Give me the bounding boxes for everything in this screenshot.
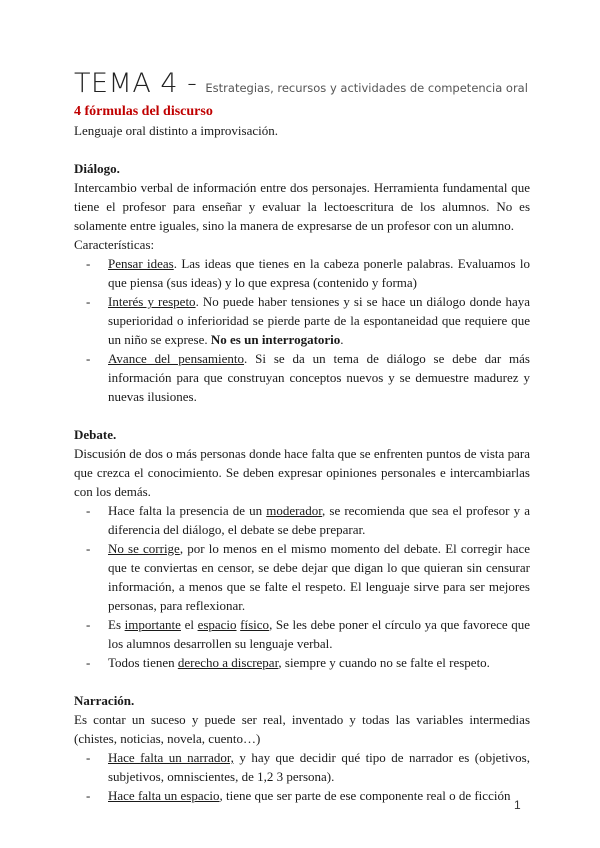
list-item <box>108 748 530 786</box>
item-pre: Todos tienen <box>108 655 178 670</box>
item-term: Hace falta un espacio <box>108 788 220 803</box>
narracion-list <box>74 748 530 805</box>
narracion-paragraph: Es contar un suceso y puede ser real, inventado y todas las variables intermedias (chistes, noticias, novela, cuento…) <box>74 712 530 746</box>
list-item <box>108 615 530 653</box>
item-text: y hay que decidir qué tipo de narrador es (objetivos, subjetivos, omniscientes, de 1,2 3 persona). <box>108 750 530 784</box>
item-term: Hace falta un narrador, <box>108 750 234 765</box>
item-text: , por lo menos en el mismo momento del debate. El corregir hace que te conviertas en censor, se debe dejar que digan lo que quieran sin censurar información, a menos que se falte el respeto. El lenguaje sirve para ser mejores personas, para reflexionar. <box>108 541 531 613</box>
item-mid: el <box>180 617 198 632</box>
page-number: 1 <box>514 798 521 812</box>
debate-paragraph: Discusión de dos o más personas donde hace falta que se enfrenten puntos de vista para que crezca el conocimiento. Se deben expresar opiniones personales e intercambiarlas con los demás. <box>74 446 530 499</box>
item-pre: Hace falta la presencia de un <box>108 503 267 518</box>
list-item <box>108 539 530 615</box>
item-text: . Las ideas que tienes en la cabeza ponerle palabras. Evaluamos lo que piensa (sus ideas) y lo que expresa (contenido y forma) <box>108 256 530 290</box>
dialogo-heading: Diálogo. <box>74 161 120 176</box>
list-item <box>108 254 530 292</box>
item-term: Avance del pensamiento <box>108 351 245 366</box>
item-term: físico <box>240 617 270 632</box>
item-term: No se corrige <box>108 541 180 556</box>
list-item <box>108 653 530 672</box>
topic-subtitle: Estrategias, recursos y actividades de competencia oral <box>205 81 528 95</box>
list-item <box>108 292 530 349</box>
intro-text: Lenguaje oral distinto a improvisación. <box>74 123 278 138</box>
item-text: . No puede haber tensiones y si se hace un diálogo donde haya superioridad o inferioridad se pierde parte de la espontaneidad que requiere que un niño se exprese. <box>108 294 530 347</box>
caracteristicas-label: Características: <box>74 237 155 252</box>
item-term: derecho a discrepar <box>177 655 279 670</box>
item-text: , se recomienda que sea el profesor y a diferencia del diálogo, el debate se debe preparar. <box>108 503 530 537</box>
dialogo-paragraph: Intercambio verbal de información entre dos personajes. Herramienta fundamental que tiene el profesor para enseñar y evaluar la lectoescritura de los alumnos. No es solamente entre iguales, sino la manera de expresarse de un profesor con un alumno. <box>74 180 530 233</box>
list-item <box>108 349 530 406</box>
dialogo-list <box>74 254 530 406</box>
page-header <box>74 68 528 99</box>
item-term: importante <box>124 617 181 632</box>
item-term: moderador <box>266 503 323 518</box>
item-term: espacio <box>197 617 237 632</box>
document-body <box>74 102 530 805</box>
section-heading: 4 fórmulas del discurso <box>74 104 213 119</box>
item-bold: No es un interrogatorio <box>210 332 341 347</box>
item-term: Interés y respeto <box>108 294 196 309</box>
item-end: . <box>340 332 344 347</box>
debate-heading: Debate. <box>74 427 117 442</box>
item-text: , siempre y cuando no se falte el respeto. <box>278 655 490 670</box>
narracion-heading: Narración. <box>74 693 135 708</box>
item-text: . Si se da un tema de diálogo se debe dar más información para que construyan conceptos nuevos y se demuestre madurez y nuevas ilusiones. <box>108 351 530 404</box>
item-text: , tiene que ser parte de ese componente real o de ficción <box>219 788 511 803</box>
list-item <box>108 501 530 539</box>
item-term: Pensar ideas <box>108 256 174 271</box>
debate-list <box>74 501 530 672</box>
item-text: , Se les debe poner el círculo ya que favorece que los alumnos desarrollen su lenguaje verbal. <box>108 617 531 651</box>
item-pre: Es <box>108 617 125 632</box>
list-item <box>108 786 530 805</box>
topic-title: TEMA 4 - <box>74 68 198 99</box>
